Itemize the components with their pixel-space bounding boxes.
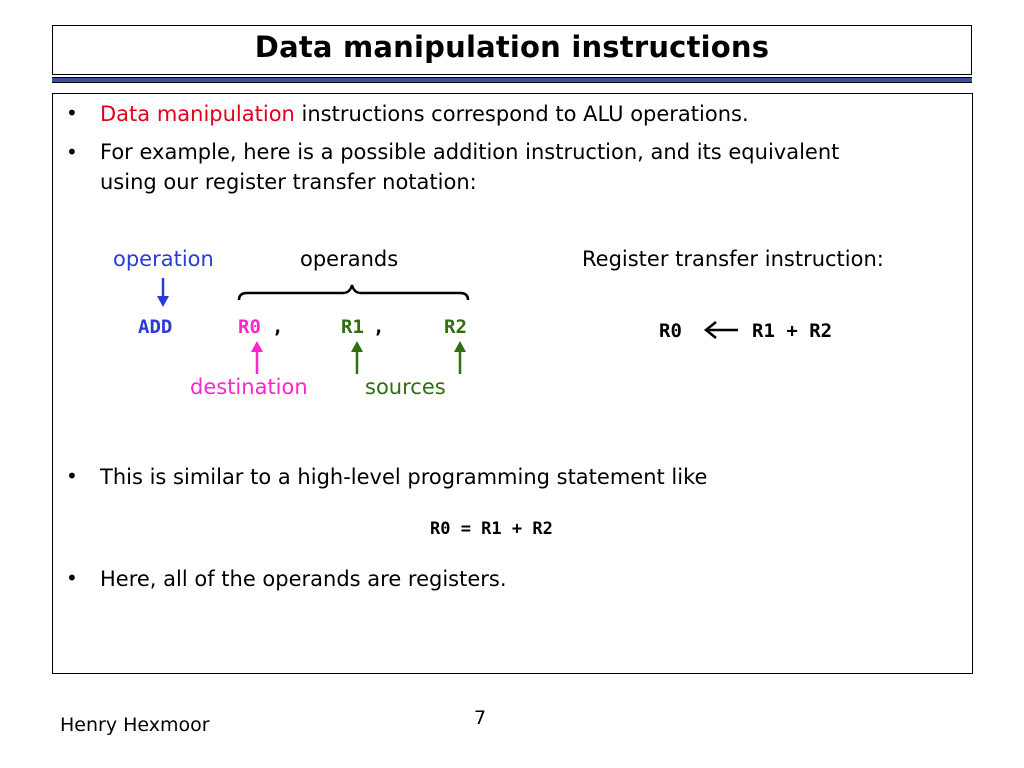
footer-author: Henry Hexmoor — [60, 714, 210, 736]
operands-brace — [239, 285, 468, 300]
bullet-marker: • — [66, 140, 78, 164]
source-2-arrow-icon — [454, 341, 466, 374]
bullet-marker: • — [66, 566, 78, 590]
slide-title: Data manipulation instructions — [254, 30, 770, 64]
comma: , — [373, 316, 385, 338]
code-statement: R0 = R1 + R2 — [430, 519, 553, 539]
operation-arrow-icon — [157, 278, 169, 307]
left-arrow-icon — [706, 322, 738, 338]
bullet-2-line-2: using our register transfer notation: — [100, 170, 477, 194]
operand-src1: R1 — [341, 316, 364, 338]
operand-src2: R2 — [444, 316, 467, 338]
source-1-arrow-icon — [351, 341, 363, 374]
register-transfer-label: Register transfer instruction: — [582, 247, 884, 271]
rt-rhs: R1 + R2 — [752, 320, 833, 342]
operands-label: operands — [300, 247, 399, 271]
bullet-3: This is similar to a high-level programming statement like — [100, 465, 708, 489]
bullet-4: Here, all of the operands are registers. — [100, 567, 507, 591]
destination-arrow-icon — [251, 341, 263, 374]
bullet-marker: • — [66, 464, 78, 488]
operand-dest: R0 — [238, 316, 261, 338]
op-add: ADD — [138, 316, 173, 338]
operation-label: operation — [113, 247, 214, 271]
comma: , — [272, 316, 284, 338]
page-number: 7 — [474, 707, 487, 729]
bullet-2-line-1: For example, here is a possible addition instruction, and its equivalent — [100, 140, 840, 164]
sources-label: sources — [365, 375, 446, 399]
destination-label: destination — [190, 375, 308, 399]
bullet-1-highlight: Data manipulation — [100, 102, 295, 126]
bullet-1-text: instructions correspond to ALU operations. — [294, 102, 749, 126]
bullet-marker: • — [66, 101, 78, 125]
rt-lhs: R0 — [659, 320, 682, 342]
